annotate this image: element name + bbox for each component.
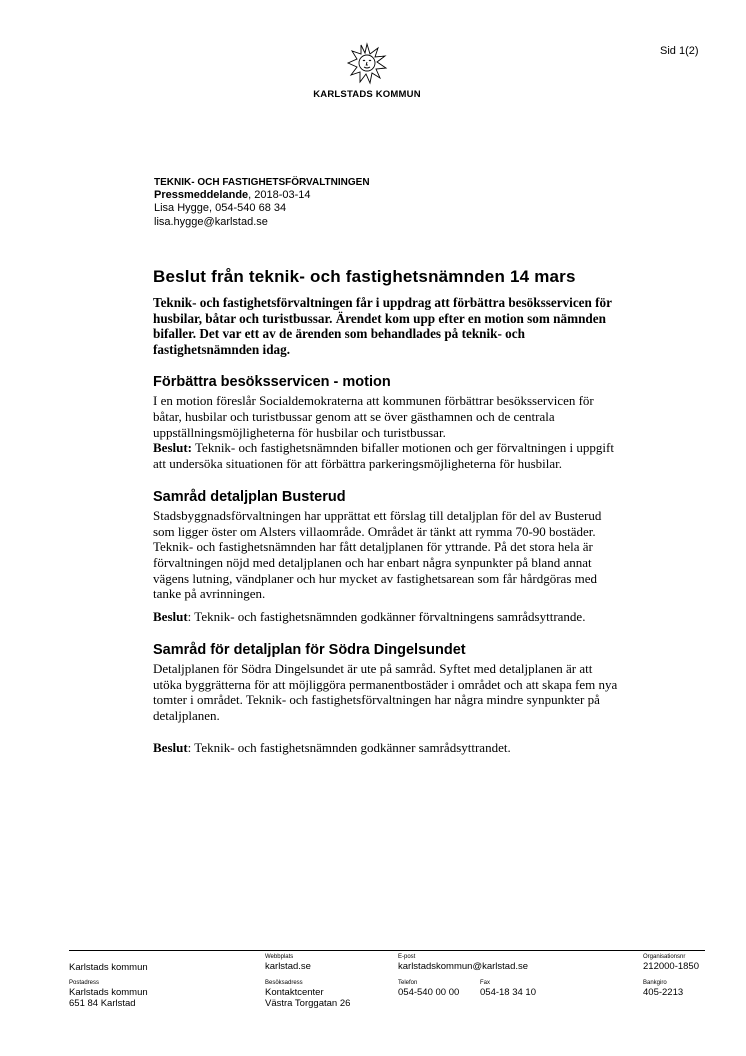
footer-label: Telefon [398, 980, 418, 986]
footer-fax [480, 980, 536, 998]
footer-label: Fax [480, 980, 491, 986]
section-busterud [153, 488, 623, 625]
footer-email-value: karlstadskommun@karlstad.se [398, 961, 529, 972]
decision-label: Beslut [153, 739, 188, 755]
footer-visit-line1: Kontaktcenter [265, 987, 324, 998]
section-dingelsundet [153, 641, 623, 756]
footer-label: Webbplats [265, 954, 294, 960]
section-heading: Förbättra besöksservicen - motion [153, 374, 391, 391]
footer-visit [265, 980, 350, 1009]
contact-person: Lisa Hygge, 054-540 68 34 [154, 202, 287, 215]
sun-emblem-icon [345, 42, 389, 86]
footer-org [69, 962, 148, 973]
contact-email: lisa.hygge@karlstad.se [154, 215, 268, 228]
section-heading: Samråd detaljplan Busterud [153, 488, 346, 505]
footer-orgnr [643, 954, 699, 972]
decision-text: : Teknik- och fastighetsnämnden godkänner samrådsyttrandet. [187, 739, 511, 755]
sender-block [154, 176, 370, 229]
section-body: I en motion föreslår Socialdemokraterna att kommunen förbättrar besöksservicen för båtar, husbilar och turistbussar genom att se över gästhamnen och de centrala uppställningsmöjligheterna för husbilar och turistbussar. [153, 393, 594, 440]
footer-postal [69, 980, 148, 1009]
press-release-line [154, 189, 370, 202]
footer-bankgiro-value: 405-2213 [643, 987, 684, 998]
logo-text: KARLSTADS KOMMUN [313, 89, 421, 100]
decision-text: : Teknik- och fastighetsnämnden godkänner förvaltningens samrådsyttrande. [187, 609, 586, 625]
footer-label: E-post [398, 954, 416, 960]
footer-label: Besöksadress [265, 980, 303, 986]
footer-label: Bankgiro [643, 980, 667, 986]
footer-postal-line2: 651 84 Karlstad [69, 998, 136, 1009]
footer-postal-line1: Karlstads kommun [69, 987, 148, 998]
lead-paragraph: Teknik- och fastighetsförvaltningen får i uppdrag att förbättra besöksservicen för husbilar, båtar och turistbussar. Ärendet kom upp efter en motion som nämnden bifaller. Det var ett av de ärenden som behandlades på teknik- och fastighetsnämnden idag. [153, 295, 612, 357]
doc-type: Pressmeddelande [154, 189, 249, 202]
page-title: Beslut från teknik- och fastighetsnämnden 14 mars [153, 267, 576, 286]
footer-bankgiro [643, 980, 683, 998]
footer-fax-value: 054-18 34 10 [480, 987, 536, 998]
section-decision [153, 740, 623, 756]
footer-orgnr-value: 212000-1850 [643, 961, 699, 972]
section-body: Stadsbyggnadsförvaltningen har upprättat ett förslag till detaljplan för del av Busterud som ligger öster om Alsters villaområde. Området är tänkt att rymma 70-90 bostäder. Teknik- och fastighetsnämnden har fått detaljplanen för yttrande. På det stora hela är förvaltningen nöjd med detaljplanen och har enbart några synpunkter på bland annat vägens lutning, vändplaner och hur mycket av fastighetsarean som får hårdgöras med tanke på avrinningen. [153, 507, 602, 602]
footer-website-value: karlstad.se [265, 961, 311, 972]
footer-label: Organisationsnr [643, 954, 686, 960]
footer-website [265, 954, 311, 972]
footer-email [398, 954, 528, 972]
municipality-logo [302, 42, 432, 100]
footer-divider [69, 950, 705, 951]
release-date: , 2018-03-14 [248, 189, 311, 202]
section-motion [153, 373, 623, 472]
footer-phone [398, 980, 459, 998]
section-decision [153, 440, 623, 471]
footer-org-name: Karlstads kommun [69, 962, 148, 973]
decision-label: Beslut: [153, 440, 192, 456]
decision-text: Teknik- och fastighetsnämnden bifaller motionen och ger förvaltningen i uppgift att undersöka situationen för att förbättra parkeringsmöjligheterna för husbilar. [153, 440, 614, 472]
section-decision [153, 609, 623, 625]
decision-label: Beslut [153, 609, 188, 625]
section-heading: Samråd för detaljplan för Södra Dingelsundet [153, 641, 466, 658]
page-number: Sid 1(2) [660, 45, 699, 57]
department-name: TEKNIK- OCH FASTIGHETSFÖRVALTNINGEN [154, 177, 370, 188]
press-release-content [153, 265, 623, 755]
section-body: Detaljplanen för Södra Dingelsundet är ute på samråd. Syftet med detaljplanen är att utöka byggrätterna för att möjliggöra permanentbostäder i området och att skapa fem nya tomter i området. Teknik- och fastighetsförvaltningen har några mindre synpunkter på detaljplanen. [153, 660, 618, 723]
footer-visit-line2: Västra Torggatan 26 [265, 998, 351, 1009]
footer-phone-value: 054-540 00 00 [398, 987, 460, 998]
footer-label: Postadress [69, 980, 100, 986]
